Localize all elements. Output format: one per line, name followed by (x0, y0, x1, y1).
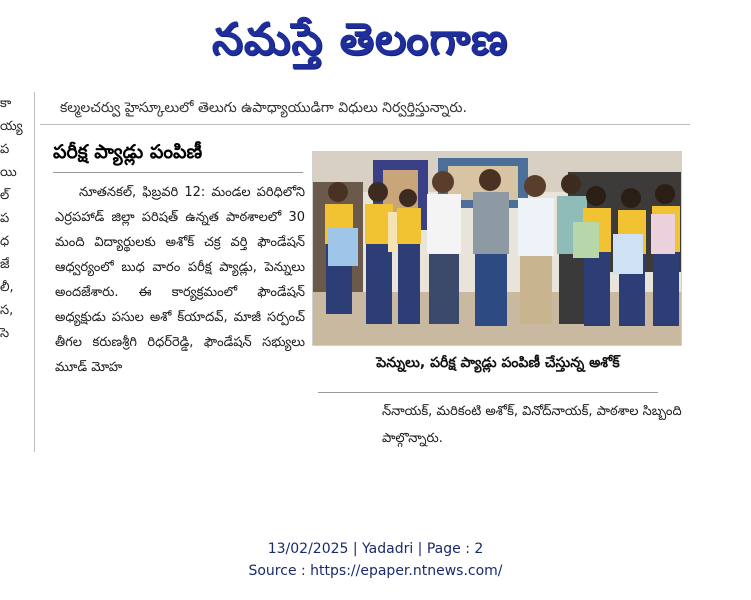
left-column-fragment: స, (0, 303, 14, 318)
left-column-fragment: ప (0, 142, 10, 157)
page-footer (0, 538, 751, 588)
left-column-fragment: ప (0, 211, 10, 226)
previous-article-last-line: కల్మలచర్వు హైస్కూలులో తెలుగు ఉపాధ్యాయుడిగా విధులు నిర్వర్తిస్తున్నారు. (60, 100, 467, 116)
caption-divider (318, 392, 658, 393)
left-column-fragment: లీ, (0, 280, 14, 295)
left-column-fragment: కా (0, 96, 12, 111)
article-headline: పరీక్ష ప్యాడ్లు పంపిణీ (53, 141, 203, 163)
photo-caption: పెన్నులు, పరీక్ష ప్యాడ్లు పంపిణీ చేస్తున్న అశోక్ (376, 355, 620, 371)
article-body (55, 180, 305, 450)
left-column-fragment: జే (0, 257, 10, 272)
column-divider (34, 92, 35, 452)
article-photo (312, 151, 682, 346)
left-column-fragment: ధ (0, 234, 10, 249)
group-photo-image (313, 152, 682, 346)
left-column-fragment: సె (0, 326, 10, 341)
article-body-continued: న్‌నాయక్, మరికంటి అశోక్, వినోద్‌నాయక్, పాఠశాల సిబ్బంది పాల్గొన్నారు. (382, 404, 682, 446)
headline-divider (53, 172, 303, 173)
left-column-fragment: ల్ (0, 188, 10, 203)
article-body-text: నూతనకల్, ఫిబ్రవరి 12: మండల పరిధిలోని ఎర్రపహాడ్ జిల్లా పరిషత్ ఉన్నత పాఠశాలలో 30 మంది విద్యార్థులకు అశోక్ చక్ర వర్తి ఫౌండేషన్ ఆధ్వర్యంలో బుధ వారం పరీక్ష ప్యాడ్లు, పెన్నులు అందజేశారు. ఈ కార్యక్రమంలో ఫౌండేషన్ అధ్యక్షుడు పసుల అశో క్‌యాదవ్, మాజీ సర్పంచ్ తీగల కరుణశ్రీగి రిధర్‌రెడ్డి, ఫౌండేషన్ సభ్యులు మూడ్ మోహ (55, 185, 305, 375)
left-column-fragment: యి (0, 165, 17, 180)
left-column-fragment: య్య (0, 119, 23, 134)
source-link[interactable]: Source : https://epaper.ntnews.com/ (248, 563, 503, 579)
edition-info: 13/02/2025 | Yadadri | Page : 2 (267, 541, 484, 557)
left-column-fragments (0, 92, 30, 452)
section-divider (40, 124, 690, 125)
masthead-title: నమస్తే తెలంగాణ (211, 14, 509, 65)
